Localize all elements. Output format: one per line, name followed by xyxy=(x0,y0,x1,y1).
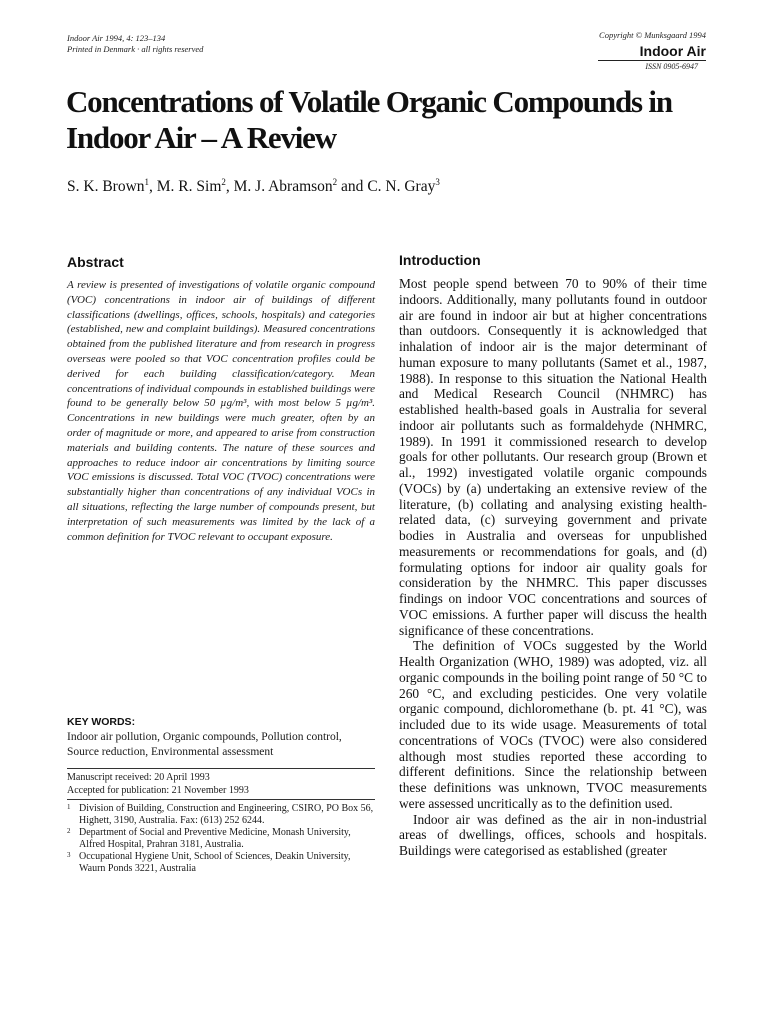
copyright-line: Copyright © Munksgaard 1994 xyxy=(599,30,706,40)
keywords-heading: KEY WORDS: xyxy=(67,716,136,728)
author-list xyxy=(67,177,440,196)
issn: ISSN 0905-6947 xyxy=(645,62,698,71)
affiliations xyxy=(67,799,375,875)
affiliation-item: 2 Department of Social and Preventive Medicine, Monash University, Alfred Hospital, Prahran 3181, Australia. xyxy=(67,827,351,850)
introduction-section xyxy=(399,252,707,859)
author: S. K. Brown$^1$, xyxy=(67,177,157,196)
accepted-date: Accepted for publication: 21 November 1993 xyxy=(67,784,249,796)
keywords-section xyxy=(67,716,375,759)
affiliation-item: 1 Division of Building, Construction and Engineering, CSIRO, PO Box 56, Highett, 3190, Australia. Fax: (613) 252 6244. xyxy=(67,803,374,826)
author: M. R. Sim$^2$, xyxy=(156,177,234,196)
printing-line: Printed in Denmark · all rights reserved xyxy=(67,44,204,54)
introduction-heading: Introduction xyxy=(399,252,481,268)
keywords-text: Indoor air pollution, Organic compounds, Pollution control, Source reduction, Environmental assessment xyxy=(67,731,342,758)
introduction-body xyxy=(399,276,707,859)
abstract-text: A review is presented of investigations of volatile organic compound (VOC) concentrations in indoor air of buildings of different classifications (dwellings, offices, schools, hospitals) and categories (established, new and complaint buildings). Measured concentrations obtained from the published literature and from research in progress overseas were pooled so that VOC concentration profiles could be derived for each building classification/category. Mean concentrations of individual compounds in established buildings were found to be generally below 50 µg/m³, with most below 5 µg/m³. Concentrations in new buildings were much greater, often by an order of magnitude or more, and appeared to arise from construction materials and building contents. The nature of these sources and approaches to reduce indoor air concentrations by limiting source VOC emissions is discussed. Total VOC (TVOC) concentrations were substantially higher than concentrations of any individual VOCs in all situations, reflecting the large number of compounds present, but interpretation of such measurements was limited by the lack of a common definition for TVOC relevant to occupant exposure. xyxy=(67,279,375,543)
citation-line: Indoor Air 1994, 4: 123–134 xyxy=(67,33,166,43)
affiliation-item: 3 Occupational Hygiene Unit, School of Sciences, Deakin University, Waurn Ponds 3221, Australia xyxy=(67,851,351,874)
paragraph: The definition of VOCs suggested by the World Health Organization (WHO, 1989) was adopted, viz. all organic compounds in the boiling point range of 50 °C to 260 °C, and excluding pesticides. One very volatile organic compound, dichloromethane (b. pt. 41 °C), was included due to its wide usage. Measurements of total concentrations of VOCs (TVOC) were also considered although most studies reported these according to different definitions. Since the relationship between these definitions was unknown, TVOC measurements were assessed uncritically as to the definition used. xyxy=(399,638,707,811)
citation-block xyxy=(67,33,203,55)
manuscript-dates xyxy=(67,768,375,797)
paragraph: Most people spend between 70 to 90% of their time indoors. Additionally, many pollutants found in outdoor air are found in indoor air but at higher concentrations than outdoors. Consequently it is acknowledged that inhalation of indoor air is the major determinant of human exposure to many pollutants (Samet et al., 1987, 1988). In response to this situation the National Health and Medical Research Council (NHMRC) has established health-based goals in Australia for several indoor air pollutants such as formaldehyde (NHMRC, 1989). In 1991 it commissioned research to develop goals for other pollutants. Our research group (Brown et al., 1992) investigated volatile organic compounds (VOCs) by (a) undertaking an extensive review of the literature, (b) collating and analysing existing health-related data, (c) surveying government and private bodies in Australia and overseas for unpublished measurements or recommendations for goals, and (d) formulating options for indoor air quality goals for consideration by the NHMRC. This paper discusses findings on indoor VOC concentrations and sources of VOC emissions. A further paper will discuss the health significance of these concentrations. xyxy=(399,276,707,638)
author: M. J. Abramson$^2$ and xyxy=(233,177,368,196)
journal-masthead xyxy=(486,30,706,71)
journal-name: Indoor Air xyxy=(639,43,706,59)
masthead-rule xyxy=(598,60,706,61)
author: C. N. Gray$^3$ xyxy=(367,177,440,196)
article-title: Concentrations of Volatile Organic Compounds in Indoor Air – A Review xyxy=(66,84,672,155)
abstract-section xyxy=(67,254,375,544)
abstract-heading: Abstract xyxy=(67,254,124,270)
paragraph: Indoor air was defined as the air in non-industrial areas of dwellings, offices, schools and hospitals. Buildings were categorised as established (greater xyxy=(399,811,707,858)
received-date: Manuscript received: 20 April 1993 xyxy=(67,772,210,783)
